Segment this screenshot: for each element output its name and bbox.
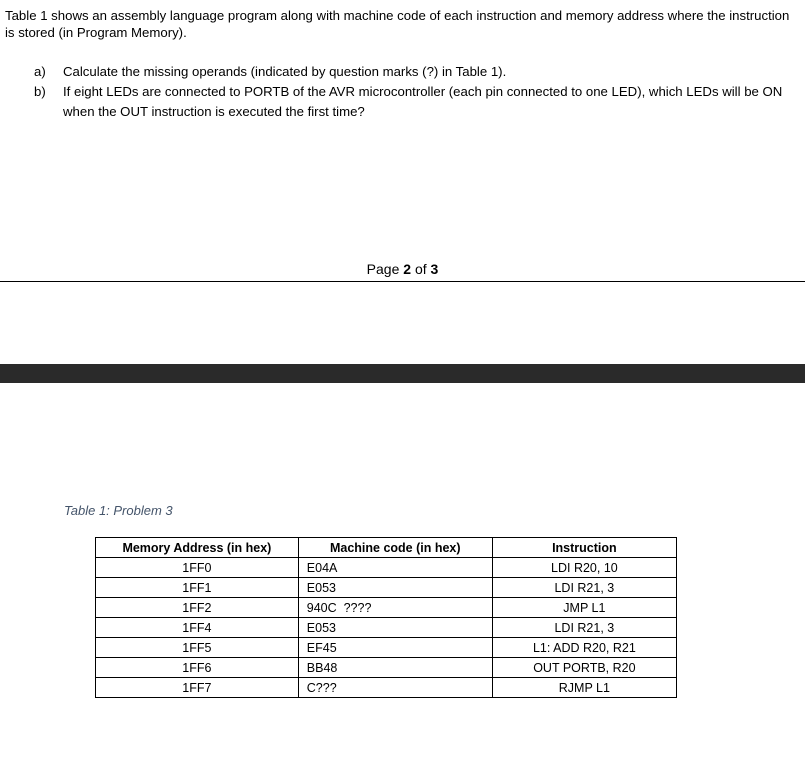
header-machine-code: Machine code (in hex) bbox=[298, 538, 492, 558]
cell-machine-code: E053 bbox=[298, 618, 492, 638]
cell-instruction: LDI R21, 3 bbox=[492, 618, 676, 638]
cell-address: 1FF4 bbox=[96, 618, 299, 638]
cell-machine-code: BB48 bbox=[298, 658, 492, 678]
cell-instruction: JMP L1 bbox=[492, 598, 676, 618]
page-break-bar bbox=[0, 364, 805, 383]
header-instruction: Instruction bbox=[492, 538, 676, 558]
cell-address: 1FF0 bbox=[96, 558, 299, 578]
question-b bbox=[0, 82, 805, 122]
table-row bbox=[96, 638, 677, 658]
table-header-row bbox=[96, 538, 677, 558]
intro-paragraph: Table 1 shows an assembly language program along with machine code of each instruction and memory address where the instruction is stored (in Program Memory). bbox=[5, 8, 790, 40]
table-row bbox=[96, 618, 677, 638]
page-number: 2 bbox=[403, 261, 412, 277]
table-row bbox=[96, 598, 677, 618]
of-word: of bbox=[414, 261, 427, 277]
question-marker: b) bbox=[34, 84, 46, 99]
header-address: Memory Address (in hex) bbox=[96, 538, 299, 558]
cell-instruction: OUT PORTB, R20 bbox=[492, 658, 676, 678]
cell-instruction: RJMP L1 bbox=[492, 678, 676, 698]
cell-address: 1FF6 bbox=[96, 658, 299, 678]
cell-machine-code: EF45 bbox=[298, 638, 492, 658]
question-list bbox=[0, 62, 805, 122]
cell-machine-code: E053 bbox=[298, 578, 492, 598]
cell-instruction: L1: ADD R20, R21 bbox=[492, 638, 676, 658]
page-word: Page bbox=[366, 261, 400, 277]
question-marker: a) bbox=[34, 64, 46, 79]
question-text: Calculate the missing operands (indicated by question marks (?) in Table 1). bbox=[63, 64, 507, 79]
program-table bbox=[95, 537, 677, 698]
cell-address: 1FF2 bbox=[96, 598, 299, 618]
page-total: 3 bbox=[430, 261, 439, 277]
table-caption: Table 1: Problem 3 bbox=[64, 503, 173, 518]
cell-address: 1FF7 bbox=[96, 678, 299, 698]
cell-address: 1FF5 bbox=[96, 638, 299, 658]
cell-machine-code: 940C ???? bbox=[298, 598, 492, 618]
table-row bbox=[96, 658, 677, 678]
question-a bbox=[0, 62, 805, 82]
table-row bbox=[96, 678, 677, 698]
table-row bbox=[96, 578, 677, 598]
page-footer bbox=[0, 260, 805, 278]
cell-instruction: LDI R20, 10 bbox=[492, 558, 676, 578]
question-text: If eight LEDs are connected to PORTB of the AVR microcontroller (each pin connected to one LED), which LEDs will be ON when the OUT instruction is executed the first time? bbox=[63, 84, 783, 119]
cell-machine-code: C??? bbox=[298, 678, 492, 698]
footer-rule bbox=[0, 281, 805, 282]
cell-instruction: LDI R21, 3 bbox=[492, 578, 676, 598]
table-row bbox=[96, 558, 677, 578]
cell-machine-code: E04A bbox=[298, 558, 492, 578]
cell-address: 1FF1 bbox=[96, 578, 299, 598]
